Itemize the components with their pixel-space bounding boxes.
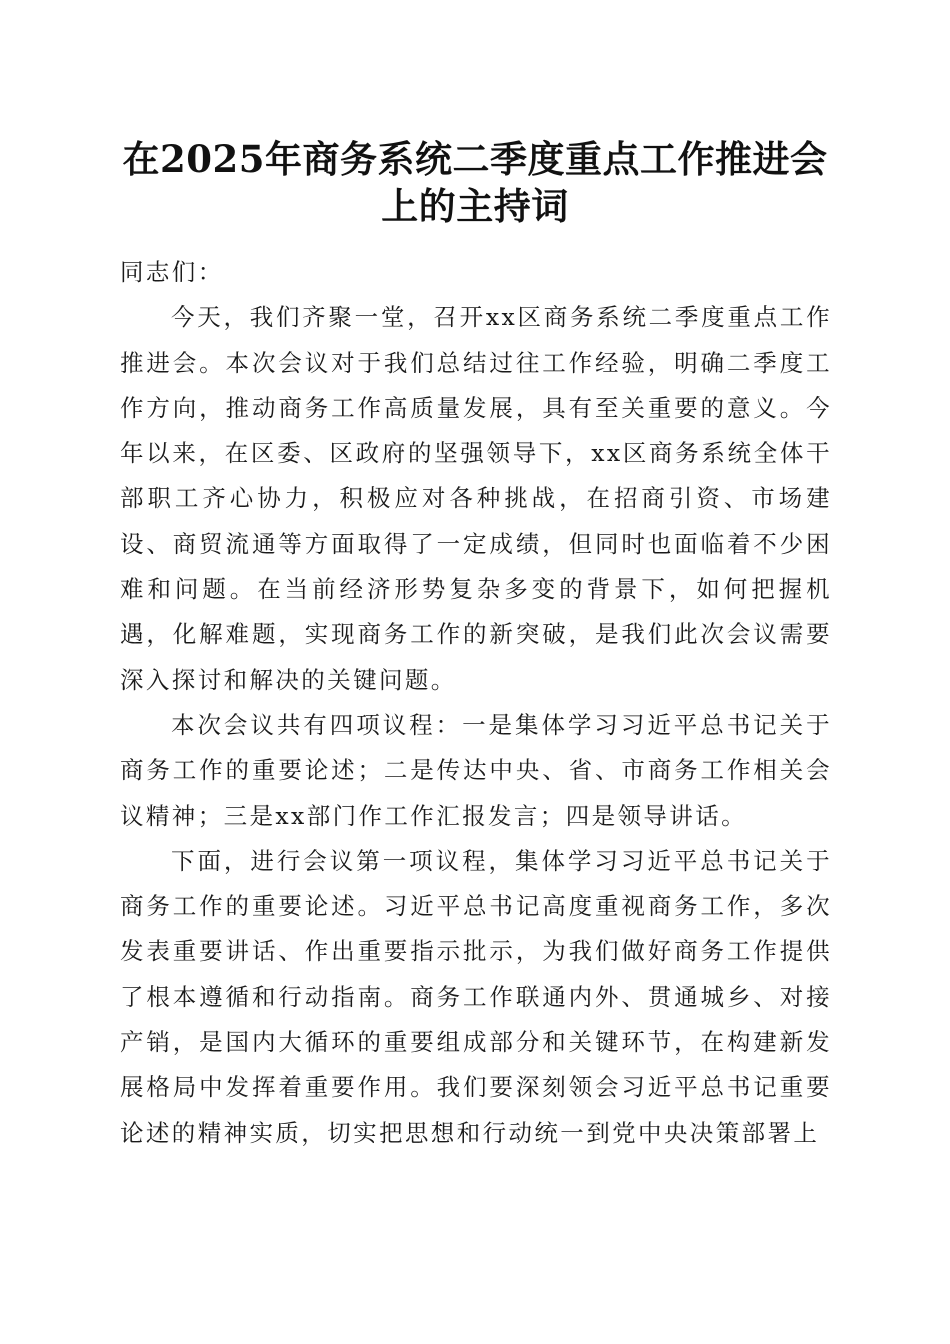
document-body <box>120 250 832 1156</box>
paragraph-agenda: 本次会议共有四项议程：一是集体学习习近平总书记关于商务工作的重要论述；二是传达中央、省、市商务工作相关会议精神；三是xx部门作工作汇报发言；四是领导讲话。 <box>120 710 832 830</box>
document-title: 在2025年商务系统二季度重点工作推进会上的主持词 <box>122 137 828 228</box>
greeting: 同志们： <box>120 258 224 286</box>
paragraph-first-item: 下面，进行会议第一项议程，集体学习习近平总书记关于商务工作的重要论述。习近平总书记高度重视商务工作，多次发表重要讲话、作出重要指示批示，为我们做好商务工作提供了根本遵循和行动指南。商务工作联通内外、贯通城乡、对接产销，是国内大循环的重要组成部分和关键环节，在构建新发展格局中发挥着重要作用。我们要深刻领会习近平总书记重要论述的精神实质，切实把思想和行动统一到党中央决策部署上 <box>120 846 832 1147</box>
paragraph-opening: 今天，我们齐聚一堂，召开xx区商务系统二季度重点工作推进会。本次会议对于我们总结过往工作经验，明确二季度工作方向，推动商务工作高质量发展，具有至关重要的意义。今年以来，在区委、区政府的坚强领导下，xx区商务系统全体干部职工齐心协力，积极应对各种挑战，在招商引资、市场建设、商贸流通等方面取得了一定成绩，但同时也面临着不少困难和问题。在当前经济形势复杂多变的背景下，如何把握机遇，化解难题，实现商务工作的新突破，是我们此次会议需要深入探讨和解决的关键问题。 <box>120 303 832 694</box>
